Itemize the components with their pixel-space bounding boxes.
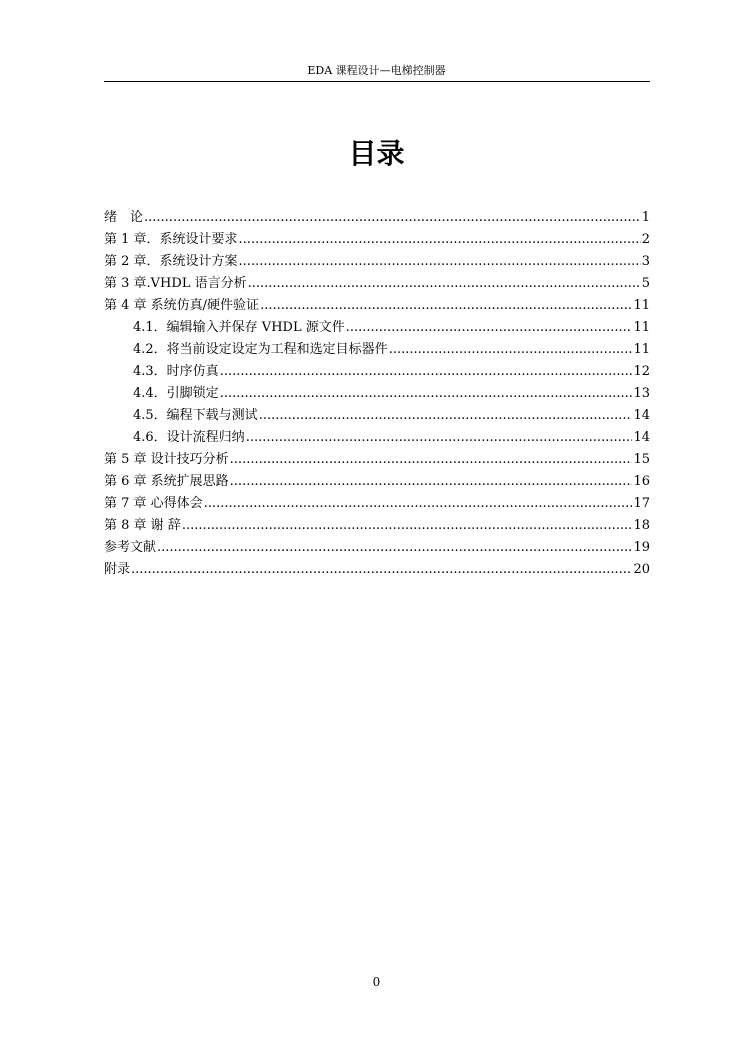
toc-leader-dots bbox=[260, 295, 632, 317]
toc-entry-page: 1 bbox=[641, 210, 650, 225]
toc-leader-dots bbox=[220, 361, 633, 383]
toc-entry-label: 第 6 章 系统扩展思路 bbox=[104, 474, 229, 489]
toc-leader-dots bbox=[389, 339, 633, 361]
toc-entry-page: 19 bbox=[633, 540, 650, 555]
toc-entry-page: 11 bbox=[633, 320, 650, 335]
toc-entry-chapter-8[interactable] bbox=[104, 515, 650, 537]
toc-entry-page: 18 bbox=[633, 518, 650, 533]
toc-leader-dots bbox=[230, 471, 633, 493]
toc-entry-section-4-6[interactable] bbox=[104, 427, 650, 449]
header-rule bbox=[104, 81, 650, 82]
toc-entry-page: 17 bbox=[633, 496, 650, 511]
toc-entry-references[interactable] bbox=[104, 537, 650, 559]
toc-entry-label: 第 1 章．系统设计要求 bbox=[104, 232, 238, 247]
toc-entry-page: 15 bbox=[633, 452, 650, 467]
toc-entry-label: 第 7 章 心得体会 bbox=[104, 496, 203, 511]
toc-leader-dots bbox=[346, 317, 633, 339]
toc-entry-section-4-4[interactable] bbox=[104, 383, 650, 405]
toc-leader-dots bbox=[259, 405, 633, 427]
toc-leader-dots bbox=[204, 493, 633, 515]
toc-entry-label: 第 5 章 设计技巧分析 bbox=[104, 452, 229, 467]
toc-leader-dots bbox=[182, 515, 633, 537]
toc-entry-page: 3 bbox=[641, 254, 650, 269]
toc-entry-chapter-1[interactable] bbox=[104, 229, 650, 251]
toc-leader-dots bbox=[220, 383, 633, 405]
toc-entry-label: 附录 bbox=[104, 562, 131, 577]
toc-entry-appendix[interactable] bbox=[104, 559, 650, 581]
toc-entry-page: 11 bbox=[633, 342, 650, 357]
toc-entry-label: 第 8 章 谢 辞 bbox=[104, 518, 181, 533]
toc-leader-dots bbox=[248, 273, 641, 295]
toc-entry-page: 20 bbox=[633, 562, 650, 577]
page-header: EDA 课程设计—电梯控制器 bbox=[307, 64, 446, 77]
toc-entry-section-4-5[interactable] bbox=[104, 405, 650, 427]
toc-entry-label: 第 2 章．系统设计方案 bbox=[104, 254, 238, 269]
toc-entry-label: 4.1．编辑输入并保存 VHDL 源文件 bbox=[133, 320, 345, 335]
toc-entry-page: 14 bbox=[633, 408, 650, 423]
toc-entry-label: 4.4．引脚锁定 bbox=[133, 386, 219, 401]
toc-leader-dots bbox=[246, 427, 633, 449]
toc-entry-page: 14 bbox=[633, 430, 650, 445]
toc-entry-intro[interactable] bbox=[104, 207, 650, 229]
page-title: 目录 bbox=[348, 137, 405, 170]
toc-entry-page: 5 bbox=[641, 276, 650, 291]
toc-leader-dots bbox=[131, 559, 632, 581]
toc-entry-chapter-4[interactable] bbox=[104, 295, 650, 317]
toc-leader-dots bbox=[239, 229, 641, 251]
toc-entry-label: 参考文献 bbox=[104, 540, 157, 555]
toc-entry-chapter-2[interactable] bbox=[104, 251, 650, 273]
toc-entry-chapter-6[interactable] bbox=[104, 471, 650, 493]
toc-entry-label: 第 3 章.VHDL 语言分析 bbox=[104, 276, 247, 291]
toc-entry-label: 4.5．编程下载与测试 bbox=[133, 408, 258, 423]
toc-entry-page: 12 bbox=[633, 364, 650, 379]
toc-entry-section-4-1[interactable] bbox=[104, 317, 650, 339]
toc-entry-page: 13 bbox=[633, 386, 650, 401]
toc-entry-label: 绪 论 bbox=[104, 210, 144, 225]
toc-entry-chapter-3[interactable] bbox=[104, 273, 650, 295]
table-of-contents bbox=[104, 207, 650, 581]
toc-leader-dots bbox=[239, 251, 641, 273]
toc-leader-dots bbox=[144, 207, 641, 229]
toc-entry-chapter-7[interactable] bbox=[104, 493, 650, 515]
toc-entry-section-4-2[interactable] bbox=[104, 339, 650, 361]
toc-leader-dots bbox=[157, 537, 632, 559]
toc-entry-label: 4.6．设计流程归纳 bbox=[133, 430, 245, 445]
page-number: 0 bbox=[372, 975, 381, 989]
toc-entry-label: 4.2．将当前设定设定为工程和选定目标器件 bbox=[133, 342, 388, 357]
toc-entry-page: 11 bbox=[633, 298, 650, 313]
toc-entry-page: 2 bbox=[641, 232, 650, 247]
toc-entry-section-4-3[interactable] bbox=[104, 361, 650, 383]
toc-entry-chapter-5[interactable] bbox=[104, 449, 650, 471]
toc-entry-label: 第 4 章 系统仿真/硬件验证 bbox=[104, 298, 260, 313]
toc-leader-dots bbox=[230, 449, 633, 471]
toc-entry-page: 16 bbox=[633, 474, 650, 489]
toc-entry-label: 4.3．时序仿真 bbox=[133, 364, 219, 379]
